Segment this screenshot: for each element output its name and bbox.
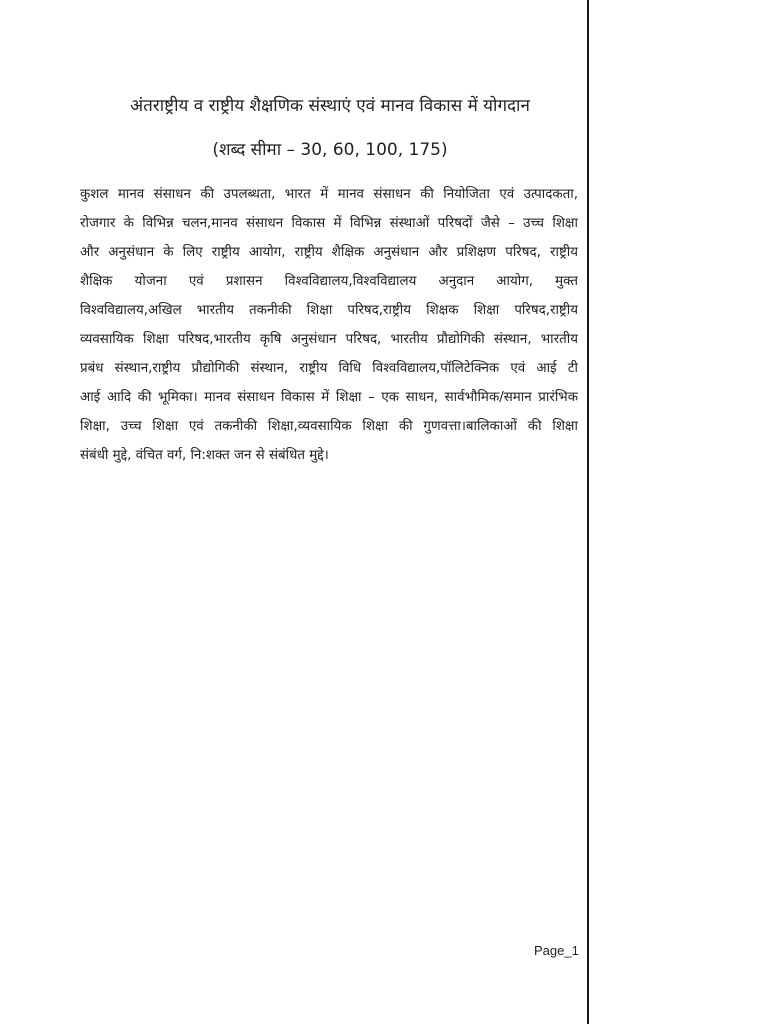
paragraph-line: संबंधी मुद्दे, वंचित वर्ग, नि:शक्त जन से संबंधित मुद्दे। — [80, 448, 329, 463]
body-paragraph — [80, 180, 578, 470]
paragraph-line: व्यवसायिक शिक्षा परिषद,भारतीय कृषि अनुसंधान परिषद, भारतीय प्रौद्योगिकी संस्थान, भारतीय — [80, 332, 578, 347]
paragraph-line: आई आदि की भूमिका। मानव संसाधन विकास में शिक्षा – एक साधन, सार्वभौमिक/समान प्रारंभिक — [80, 390, 578, 405]
paragraph-line: शैक्षिक योजना एवं प्रशासन विश्वविद्यालय,विश्वविद्यालय अनुदान आयोग, मुक्त — [80, 274, 578, 289]
paragraph-line: प्रबंध संस्थान,राष्ट्रीय प्रौद्योगिकी संस्थान, राष्ट्रीय विधि विश्वविद्यालय,पॉलिटेक्निक एवं आई टी — [80, 361, 578, 376]
document-title: अंतराष्ट्रीय व राष्ट्रीय शैक्षणिक संस्थाएं एवं मानव विकास में योगदान — [130, 96, 530, 116]
paragraph-line: शिक्षा, उच्च शिक्षा एवं तकनीकी शिक्षा,व्यवसायिक शिक्षा की गुणवत्ता।बालिकाओं की शिक्षा — [80, 419, 578, 434]
paragraph-line: और अनुसंधान के लिए राष्ट्रीय आयोग, राष्ट्रीय शैक्षिक अनुसंधान और प्रशिक्षण परिषद, राष्ट्रीय — [80, 245, 578, 260]
paragraph-line: रोजगार के विभिन्न चलन,मानव संसाधन विकास में विभिन्न संस्थाओं परिषदों जैसे – उच्च शिक्षा — [80, 216, 578, 231]
paragraph-line: कुशल मानव संसाधन की उपलब्धता, भारत में मानव संसाधन की नियोजिता एवं उत्पादकता, — [80, 187, 578, 202]
page-edge-divider — [587, 0, 589, 1024]
paragraph-line: विश्वविद्यालय,अखिल भारतीय तकनीकी शिक्षा परिषद,राष्ट्रीय शिक्षक शिक्षा परिषद,राष्ट्रीय — [80, 303, 578, 318]
word-limit-subtitle: (शब्द सीमा – 30, 60, 100, 175) — [212, 140, 448, 160]
page-number: Page_1 — [534, 943, 579, 958]
